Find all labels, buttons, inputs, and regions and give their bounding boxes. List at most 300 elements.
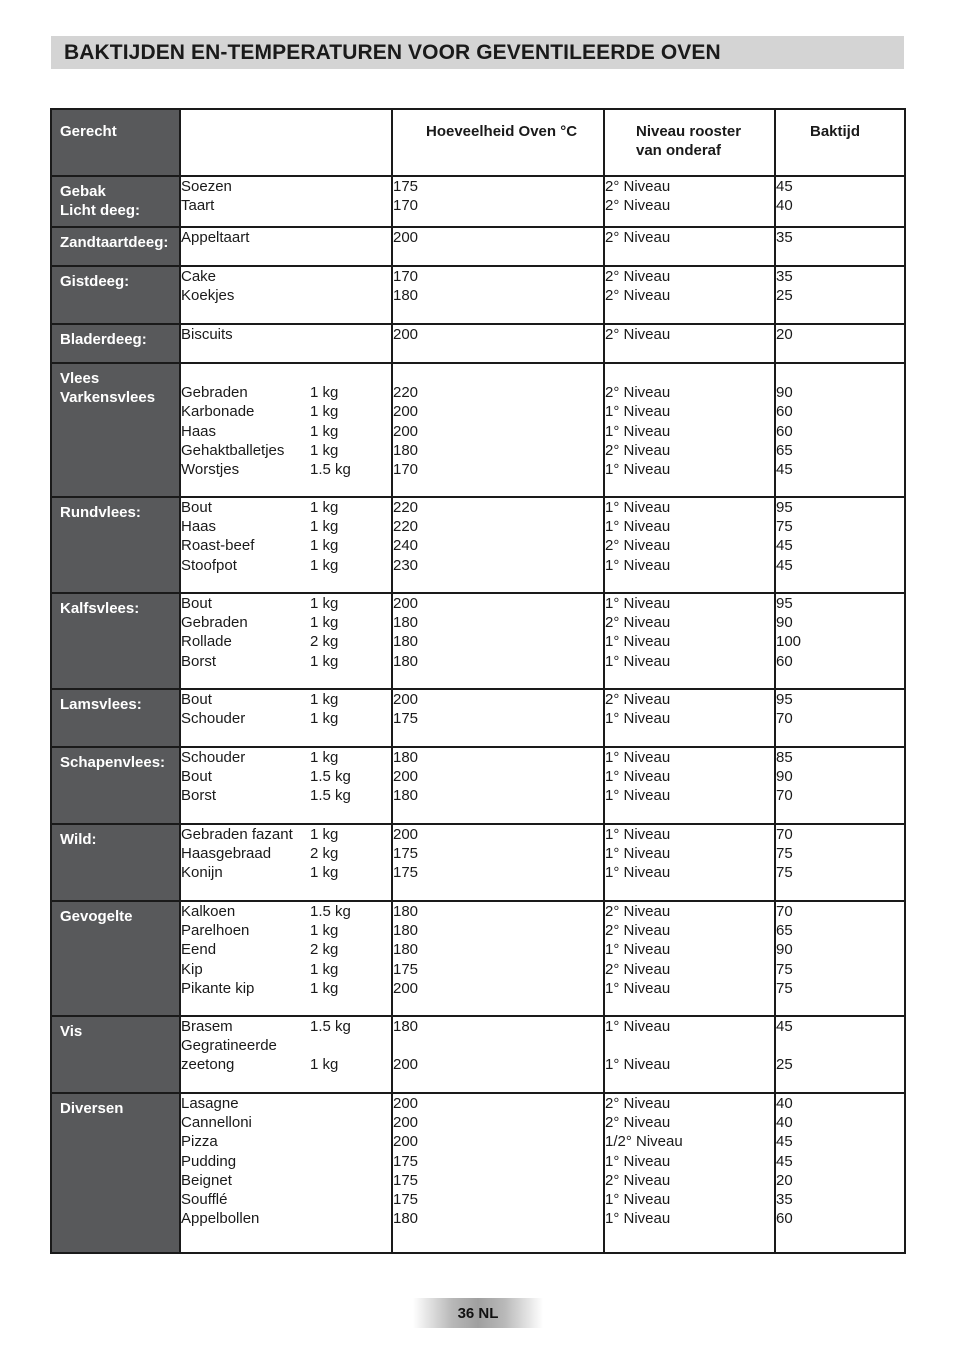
level-value: 1° Niveau	[605, 787, 671, 805]
temperature-value: 175	[393, 960, 419, 978]
temperature-value: 175	[393, 710, 419, 728]
baking-table	[50, 108, 906, 1254]
dish-quantity: 1.5 kg	[310, 787, 351, 805]
time-value: 35	[776, 268, 793, 285]
time-value: 90	[776, 941, 793, 959]
dish-line	[181, 632, 391, 651]
dish-line	[181, 767, 391, 786]
table-row	[51, 176, 905, 227]
dish-name: Cake	[181, 268, 217, 285]
time-value: 45	[776, 178, 793, 195]
temperature-cell	[392, 689, 604, 747]
dish-name: Worstjes	[181, 460, 240, 478]
dish-name: Gebraden	[181, 614, 248, 632]
dish-line	[181, 709, 391, 728]
time-value: 70	[776, 903, 793, 920]
dish-line	[181, 1190, 391, 1209]
table-row	[51, 1016, 905, 1093]
time-cell	[775, 824, 905, 901]
dish-line	[181, 498, 391, 517]
level-value: 1° Niveau	[605, 1210, 671, 1228]
level-cell	[604, 227, 775, 266]
dish-name: Schouder	[181, 749, 246, 766]
time-cell	[775, 593, 905, 689]
level-value: 1° Niveau	[605, 422, 671, 440]
level-cell	[604, 497, 775, 593]
temperature-cell	[392, 497, 604, 593]
time-value: 45	[776, 556, 793, 574]
time-value: 95	[776, 691, 793, 708]
temperature-cell	[392, 824, 604, 901]
dish-line	[181, 594, 391, 613]
time-value: 25	[776, 1056, 793, 1074]
level-value: 1° Niveau	[605, 1018, 671, 1035]
level-value: 2° Niveau	[605, 287, 671, 305]
dish-name: Roast-beef	[181, 537, 255, 555]
category-label: Zandtaartdeeg:	[60, 234, 169, 251]
temperature-cell	[392, 266, 604, 324]
dish-cell	[180, 593, 392, 689]
page-number: 36 NL	[457, 1304, 499, 1322]
dish-name: Karbonade	[181, 403, 255, 421]
level-cell	[604, 689, 775, 747]
temperature-value: 175	[393, 1190, 419, 1208]
page-number-badge	[413, 1298, 543, 1328]
dish-name: Cannelloni	[181, 1114, 252, 1132]
level-cell	[604, 747, 775, 824]
level-value	[605, 364, 774, 383]
temperature-value: 200	[393, 229, 419, 246]
dish-cell	[180, 176, 392, 227]
dish-quantity: 1 kg	[310, 614, 339, 632]
temperature-value: 200	[393, 826, 419, 843]
header-level-line: van onderaf	[636, 142, 722, 160]
dish-cell	[180, 324, 392, 363]
time-value: 60	[776, 1210, 793, 1228]
time-cell	[775, 227, 905, 266]
time-value: 40	[776, 197, 793, 215]
dish-name: Lasagne	[181, 1095, 239, 1112]
category-label: Diversen	[60, 1100, 124, 1117]
level-value: 1° Niveau	[605, 1152, 671, 1170]
category-label: Vlees	[60, 370, 100, 387]
dish-quantity: 1 kg	[310, 979, 339, 997]
category-cell	[51, 227, 180, 266]
temperature-value: 175	[393, 178, 419, 195]
temperature-cell	[392, 1016, 604, 1093]
dish-quantity: 1 kg	[310, 710, 339, 728]
dish-name: Kip	[181, 960, 203, 978]
dish-line	[181, 748, 391, 767]
level-value: 2° Niveau	[605, 178, 671, 195]
dish-name: Gehaktballetjes	[181, 441, 285, 459]
temperature-value: 175	[393, 1171, 419, 1189]
level-value: 1° Niveau	[605, 403, 671, 421]
table-row	[51, 363, 905, 497]
temperature-cell	[392, 176, 604, 227]
dish-name: Taart	[181, 197, 215, 215]
dish-quantity: 1 kg	[310, 1056, 339, 1074]
temperature-value: 200	[393, 691, 419, 708]
level-cell	[604, 824, 775, 901]
dish-line	[181, 1055, 391, 1074]
time-value: 25	[776, 287, 793, 305]
time-value: 45	[776, 460, 793, 478]
time-value: 90	[776, 614, 793, 632]
time-value: 45	[776, 1152, 793, 1170]
dish-cell	[180, 747, 392, 824]
time-value: 60	[776, 652, 793, 670]
dish-line	[181, 196, 391, 215]
table-row	[51, 266, 905, 324]
temperature-value: 180	[393, 633, 419, 651]
category-cell	[51, 1093, 180, 1253]
time-value: 35	[776, 1190, 793, 1208]
dish-quantity: 1 kg	[310, 403, 339, 421]
time-cell	[775, 1016, 905, 1093]
time-value: 75	[776, 518, 793, 536]
dish-name: Appelbollen	[181, 1210, 260, 1228]
category-label: Lamsvlees:	[60, 696, 142, 713]
dish-quantity: 2 kg	[310, 941, 339, 959]
time-value: 70	[776, 710, 793, 728]
dish-line	[181, 1171, 391, 1190]
temperature-value: 200	[393, 326, 419, 343]
category-cell	[51, 1016, 180, 1093]
level-value: 2° Niveau	[605, 441, 671, 459]
table-row	[51, 689, 905, 747]
level-cell	[604, 901, 775, 1016]
level-value: 1° Niveau	[605, 595, 671, 612]
header-level	[604, 109, 775, 176]
level-cell	[604, 1093, 775, 1253]
dish-quantity: 1.5 kg	[310, 1018, 351, 1035]
temperature-value: 200	[393, 1056, 419, 1074]
level-value: 2° Niveau	[605, 922, 671, 940]
dish-line	[181, 1113, 391, 1132]
level-value: 2° Niveau	[605, 691, 671, 708]
dish-line	[181, 536, 391, 555]
level-value: 2° Niveau	[605, 960, 671, 978]
temperature-cell	[392, 593, 604, 689]
dish-name: Kalkoen	[181, 903, 236, 920]
time-cell	[775, 901, 905, 1016]
category-label: Kalfsvlees:	[60, 600, 140, 617]
category-label: Wild:	[60, 831, 97, 848]
level-value: 1° Niveau	[605, 710, 671, 728]
time-cell	[775, 324, 905, 363]
time-value: 65	[776, 922, 793, 940]
time-value: 45	[776, 1018, 793, 1035]
temperature-value: 180	[393, 941, 419, 959]
level-value: 2° Niveau	[605, 229, 671, 246]
table-row	[51, 227, 905, 266]
time-value: 60	[776, 422, 793, 440]
category-cell	[51, 593, 180, 689]
temperature-value: 175	[393, 845, 419, 863]
category-label: Licht deeg:	[60, 202, 141, 220]
temperature-value: 200	[393, 979, 419, 997]
level-value: 1° Niveau	[605, 1056, 671, 1074]
temperature-value: 170	[393, 268, 419, 285]
category-label: Gebak	[60, 183, 106, 200]
dish-quantity: 2 kg	[310, 633, 339, 651]
time-value: 85	[776, 749, 793, 766]
dish-line	[181, 863, 391, 882]
level-cell	[604, 593, 775, 689]
category-cell	[51, 901, 180, 1016]
dish-line	[181, 383, 391, 402]
level-cell	[604, 363, 775, 497]
dish-quantity: 1 kg	[310, 826, 339, 843]
level-value: 1° Niveau	[605, 979, 671, 997]
level-value: 2° Niveau	[605, 197, 671, 215]
time-cell	[775, 1093, 905, 1253]
time-value: 20	[776, 1171, 793, 1189]
dish-name: Eend	[181, 941, 217, 959]
dish-quantity: 1 kg	[310, 384, 339, 402]
header-time: Baktijd	[775, 109, 905, 176]
dish-line	[181, 1017, 391, 1036]
time-value: 75	[776, 864, 793, 882]
dish-line	[181, 177, 391, 196]
category-cell	[51, 747, 180, 824]
time-value: 45	[776, 537, 793, 555]
dish-line	[181, 902, 391, 921]
dish-line	[181, 1209, 391, 1228]
level-value: 1° Niveau	[605, 864, 671, 882]
dish-name: Appeltaart	[181, 229, 250, 246]
level-value: 1° Niveau	[605, 768, 671, 786]
table-row	[51, 747, 905, 824]
temperature-value: 180	[393, 749, 419, 766]
dish-quantity: 1 kg	[310, 537, 339, 555]
dish-name: Gegratineerde	[181, 1037, 277, 1055]
level-value: 1° Niveau	[605, 941, 671, 959]
time-cell	[775, 497, 905, 593]
dish-cell	[180, 901, 392, 1016]
temperature-cell	[392, 227, 604, 266]
dish-line	[181, 786, 391, 805]
dish-name: Bout	[181, 499, 212, 516]
dish-name: Bout	[181, 691, 212, 708]
dish-name: Pikante kip	[181, 979, 255, 997]
table-row	[51, 901, 905, 1016]
temperature-cell	[392, 363, 604, 497]
dish-line	[181, 402, 391, 421]
time-value: 75	[776, 960, 793, 978]
dish-cell	[180, 1016, 392, 1093]
dish-cell	[180, 497, 392, 593]
dish-line	[181, 1094, 391, 1113]
category-label: Rundvlees:	[60, 504, 141, 521]
temperature-cell	[392, 901, 604, 1016]
time-value: 60	[776, 403, 793, 421]
dish-quantity: 1 kg	[310, 691, 339, 708]
dish-quantity: 1 kg	[310, 499, 339, 516]
level-value: 2° Niveau	[605, 1171, 671, 1189]
category-cell	[51, 176, 180, 227]
dish-line	[181, 940, 391, 959]
level-cell	[604, 1016, 775, 1093]
temperature-value: 175	[393, 864, 419, 882]
temperature-cell	[392, 324, 604, 363]
time-cell	[775, 176, 905, 227]
category-label: Bladerdeeg:	[60, 331, 147, 348]
dish-quantity: 1 kg	[310, 864, 339, 882]
temperature-value: 180	[393, 903, 419, 920]
time-value: 75	[776, 845, 793, 863]
dish-quantity: 1 kg	[310, 749, 339, 766]
dish-line	[181, 422, 391, 441]
temperature-value: 200	[393, 595, 419, 612]
dish-line	[181, 825, 391, 844]
dish-quantity: 2 kg	[310, 845, 339, 863]
dish-quantity: 1 kg	[310, 556, 339, 574]
level-value: 2° Niveau	[605, 903, 671, 920]
temperature-value: 230	[393, 556, 419, 574]
dish-name: Pizza	[181, 1133, 218, 1151]
level-value: 2° Niveau	[605, 614, 671, 632]
dish-cell	[180, 227, 392, 266]
dish-line	[181, 364, 391, 383]
level-cell	[604, 176, 775, 227]
level-value: 1° Niveau	[605, 499, 671, 516]
level-cell	[604, 266, 775, 324]
dish-quantity: 1 kg	[310, 518, 339, 536]
dish-quantity: 1 kg	[310, 422, 339, 440]
category-label: Gevogelte	[60, 908, 133, 925]
dish-name: Haas	[181, 422, 217, 440]
table-row	[51, 593, 905, 689]
dish-name: Rollade	[181, 633, 232, 651]
temperature-value: 180	[393, 1210, 419, 1228]
dish-name: Stoofpot	[181, 556, 237, 574]
dish-line	[181, 690, 391, 709]
table-row	[51, 1093, 905, 1253]
dish-line	[181, 652, 391, 671]
level-value: 1° Niveau	[605, 1190, 671, 1208]
level-value: 1/2° Niveau	[605, 1133, 683, 1151]
level-value: 1° Niveau	[605, 633, 671, 651]
table-row	[51, 324, 905, 363]
level-value: 1° Niveau	[605, 826, 671, 843]
time-cell	[775, 266, 905, 324]
dish-name: Bout	[181, 768, 212, 786]
temperature-value: 220	[393, 384, 419, 402]
dish-line	[181, 286, 391, 305]
level-value: 2° Niveau	[605, 1114, 671, 1132]
dish-name: Konijn	[181, 864, 223, 882]
temperature-value: 180	[393, 441, 419, 459]
header-temperature: Hoeveelheid Oven °C	[392, 109, 604, 176]
dish-line	[181, 921, 391, 940]
time-value: 75	[776, 979, 793, 997]
dish-quantity: 1.5 kg	[310, 768, 351, 786]
temperature-value: 200	[393, 1095, 419, 1112]
dish-name	[181, 364, 310, 383]
time-value: 65	[776, 441, 793, 459]
dish-name: Borst	[181, 787, 217, 805]
temperature-value: 220	[393, 518, 419, 536]
time-value: 70	[776, 826, 793, 843]
dish-line	[181, 556, 391, 575]
title-bar	[51, 36, 904, 69]
temperature-value: 180	[393, 287, 419, 305]
category-label: Gistdeeg:	[60, 273, 130, 290]
temperature-value: 180	[393, 652, 419, 670]
temperature-value: 180	[393, 1018, 419, 1035]
category-label: Varkensvlees	[60, 389, 156, 407]
dish-line	[181, 460, 391, 479]
dish-line	[181, 960, 391, 979]
dish-quantity: 1 kg	[310, 652, 339, 670]
time-value: 90	[776, 384, 793, 402]
time-value: 40	[776, 1114, 793, 1132]
level-value	[605, 1036, 774, 1055]
dish-cell	[180, 824, 392, 901]
temperature-value: 200	[393, 768, 419, 786]
dish-cell	[180, 266, 392, 324]
dish-cell	[180, 1093, 392, 1253]
level-cell	[604, 324, 775, 363]
dish-quantity: 1 kg	[310, 441, 339, 459]
time-value: 45	[776, 1133, 793, 1151]
header-category: Gerecht	[51, 109, 180, 176]
level-value: 1° Niveau	[605, 652, 671, 670]
temperature-value: 220	[393, 499, 419, 516]
level-value: 2° Niveau	[605, 537, 671, 555]
temperature-value: 200	[393, 1114, 419, 1132]
dish-quantity: 1 kg	[310, 922, 339, 940]
category-cell	[51, 266, 180, 324]
dish-quantity: 1 kg	[310, 595, 339, 612]
table-row	[51, 824, 905, 901]
dish-name: Schouder	[181, 710, 246, 728]
page-title: BAKTIJDEN EN-TEMPERATUREN VOOR GEVENTILEERDE OVEN	[64, 40, 721, 64]
time-value: 95	[776, 499, 793, 516]
dish-line	[181, 1152, 391, 1171]
temperature-cell	[392, 747, 604, 824]
dish-name: Soezen	[181, 178, 232, 195]
time-value: 90	[776, 768, 793, 786]
dish-line	[181, 1132, 391, 1151]
level-value: 1° Niveau	[605, 556, 671, 574]
time-value	[776, 364, 904, 383]
dish-quantity: 1.5 kg	[310, 460, 351, 478]
dish-cell	[180, 363, 392, 497]
time-value: 20	[776, 326, 793, 343]
category-cell	[51, 824, 180, 901]
temperature-cell	[392, 1093, 604, 1253]
table-row	[51, 497, 905, 593]
temperature-value	[393, 364, 603, 383]
dish-name: Gebraden	[181, 384, 248, 402]
time-cell	[775, 363, 905, 497]
dish-name: zeetong	[181, 1056, 235, 1074]
category-label: Schapenvlees:	[60, 754, 166, 771]
temperature-value: 170	[393, 197, 419, 215]
level-value: 1° Niveau	[605, 460, 671, 478]
dish-name: Borst	[181, 652, 217, 670]
dish-name: Gebraden fazant	[181, 826, 293, 843]
level-value: 2° Niveau	[605, 268, 671, 285]
dish-name: Beignet	[181, 1171, 232, 1189]
temperature-value: 180	[393, 614, 419, 632]
category-cell	[51, 324, 180, 363]
dish-name: Soufflé	[181, 1190, 228, 1208]
dish-name: Biscuits	[181, 326, 233, 343]
